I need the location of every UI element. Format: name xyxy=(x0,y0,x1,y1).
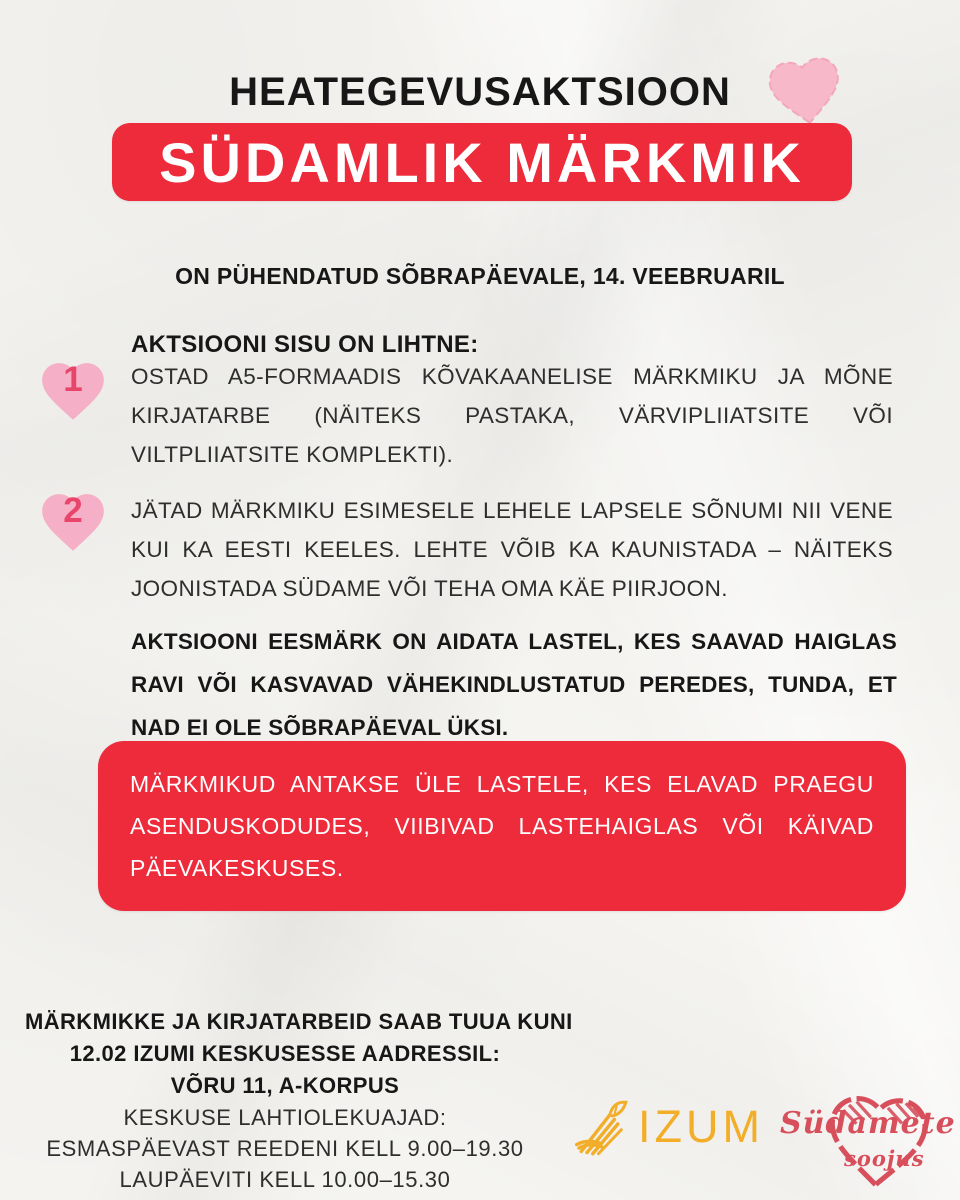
sudamete-text: Südamete xyxy=(780,1106,956,1141)
opening-hours-heading: KESKUSE LAHTIOLEKUAJAD: xyxy=(123,1105,447,1130)
campaign-title-banner xyxy=(112,123,852,201)
opening-hours-weekdays: ESMASPÄEVAST REEDENI KELL 9.00–19.30 xyxy=(46,1136,524,1161)
drop-off-address: VÕRU 11, A-KORPUS xyxy=(170,1073,400,1098)
drop-off-line-1: MÄRKMIKKE JA KIRJATARBEID SAAB TUUA KUNI xyxy=(25,1009,573,1034)
drop-off-line-2: 12.02 IZUMI KESKUSESSE AADRESSIL: xyxy=(69,1041,501,1066)
subtitle: ON PÜHENDATUD SÕBRAPÄEVALE, 14. VEEBRUARIL xyxy=(175,263,785,289)
step-1-heart-icon xyxy=(36,353,110,423)
goal-paragraph: AKTSIOONI EESMÄRK ON AIDATA LASTEL, KES SAAVAD HAIGLAS RAVI VÕI KASVAVAD VÄHEKINDLUSTATUD PEREDES, TUNDA, ET NAD EI OLE SÕBRAPÄEVAL ÜKSI. xyxy=(131,629,897,740)
step-1-number: 1 xyxy=(63,360,83,399)
izum-logo-icon xyxy=(570,1092,636,1161)
sketched-heart-icon xyxy=(759,45,851,132)
page-title: HEATEGEVUSAKTSIOON xyxy=(229,70,731,114)
soojus-text: soojus xyxy=(844,1146,925,1171)
step-2-number: 2 xyxy=(63,491,83,530)
step-2-text: JÄTAD MÄRKMIKU ESIMESELE LEHELE LAPSELE SÕNUMI NII VENE KUI KA EESTI KEELES. LEHTE VÕIB KA KAUNISTADA – NÄITEKS JOONISTADA SÜDAME VÕI TEHA OMA KÄE PIIRJOON. xyxy=(131,498,893,601)
izum-logo-text: IZUM xyxy=(638,1101,764,1152)
step-1-text: OSTAD A5-FORMAADIS KÕVAKAANELISE MÄRKMIKU JA MÕNE KIRJATARBE (NÄITEKS PASTAKA, VÄRVIPLIIATSITE VÕI VILTPLIIATSITE KOMPLEKTI). xyxy=(131,364,893,467)
step-2-heart-icon xyxy=(36,484,110,554)
highlight-box: MÄRKMIKUD ANTAKSE ÜLE LASTELE, KES ELAVAD PRAEGU ASENDUSKODUDES, VIIBIVAD LASTEHAIGLAS VÕI KÄIVAD PÄEVAKESKUSES. xyxy=(98,741,906,911)
section-heading: AKTSIOONI SISU ON LIHTNE: xyxy=(131,331,479,358)
izum-logo xyxy=(570,1092,764,1161)
campaign-title: SÜDAMLIK MÄRKMIK xyxy=(159,130,805,194)
sudamete-soojus-logo xyxy=(778,1086,956,1196)
drop-off-info xyxy=(25,1006,573,1195)
opening-hours-saturday: LAUPÄEVITI KELL 10.00–15.30 xyxy=(119,1167,451,1192)
